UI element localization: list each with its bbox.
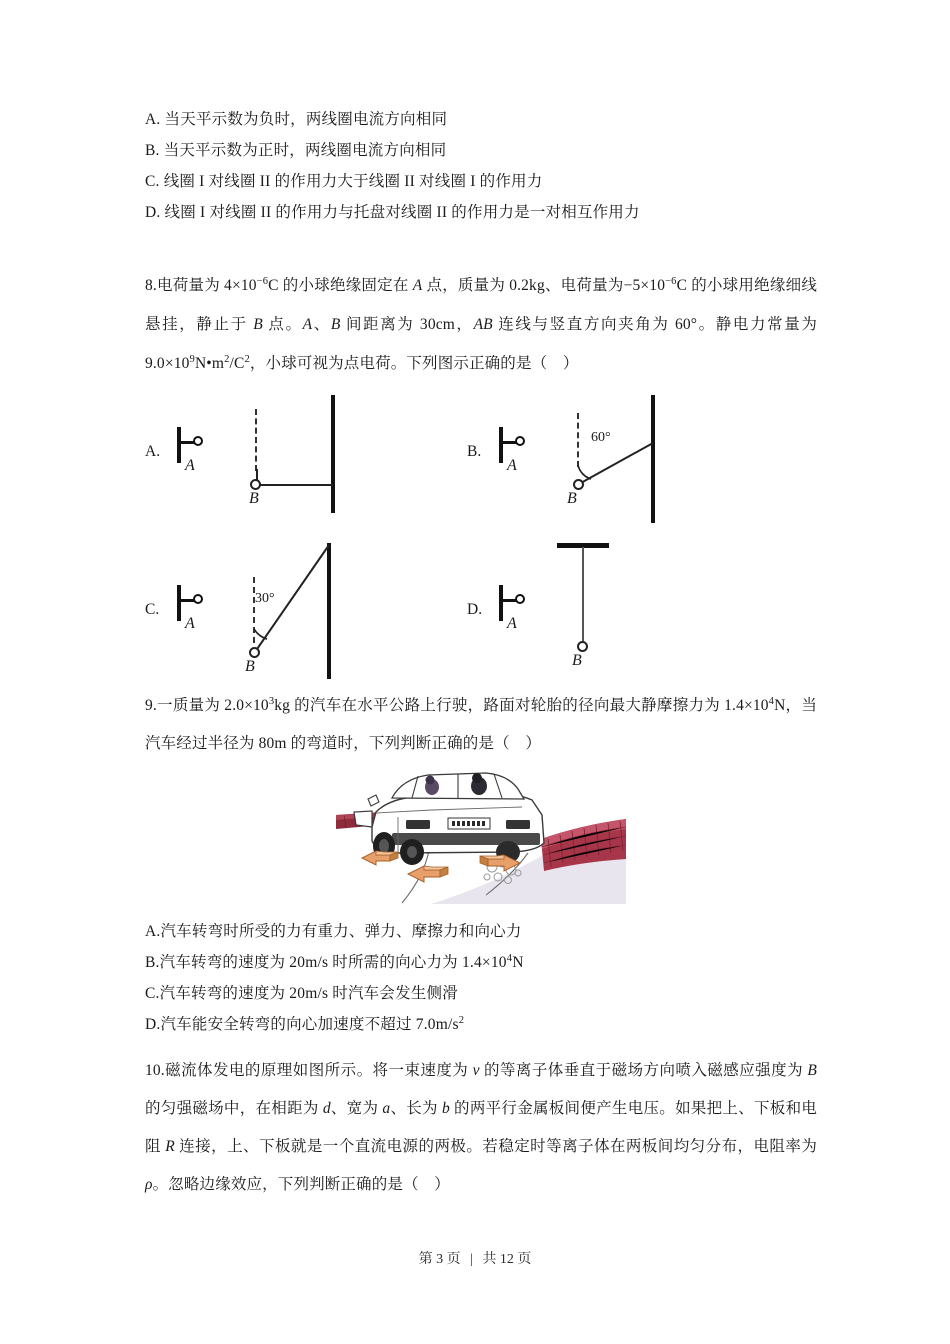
q8-text-7: 间距离为 30cm， — [340, 316, 474, 333]
spacer — [145, 904, 817, 916]
q8-option-d-point-a-label: A — [507, 615, 517, 632]
q8-exp-3: 9 — [189, 353, 195, 365]
q10-var-v: v — [472, 1062, 480, 1079]
q8-option-a-point-b-label: B — [249, 490, 259, 507]
q10-text-7: 连接，上、下板就是一个直流电源的两极。若稳定时等离子体在两板间均匀分布，电阻率为 — [174, 1138, 817, 1155]
spacer — [145, 228, 817, 266]
question9-stem — [145, 687, 817, 763]
q8-text-11: ，小球可视为点电荷。下列图示正确的是（ ） — [249, 355, 579, 372]
question9-option-c — [145, 978, 817, 1009]
q9b-suffix: N — [512, 954, 524, 971]
question9-options-group — [145, 916, 817, 1040]
q10-text-1: 磁流体发电的原理如图所示。将一束速度为 — [164, 1062, 473, 1079]
q9d-text: 汽车能安全转弯的向心加速度不超过 7.0m/s — [160, 1016, 459, 1033]
q8-text-6: 、 — [312, 316, 331, 333]
q8-option-a-wall — [331, 395, 335, 513]
force-arrow-2 — [408, 866, 448, 882]
q9a-prefix: A. — [145, 923, 161, 940]
q9-text-3: N，当汽车经过半径为 80m 的弯道时，下列判断正确的是（ ） — [145, 697, 817, 752]
question8-diagram-figure — [145, 387, 817, 687]
q8-diagram-option-d — [467, 539, 767, 684]
q10-var-rho: ρ — [145, 1176, 153, 1193]
question9-car-illustration — [336, 767, 626, 904]
q10-var-R: R — [165, 1138, 175, 1155]
q9-text-2: kg 的汽车在水平公路上行驶，路面对轮胎的径向最大静摩擦力为 1.4×10 — [274, 697, 769, 714]
footer-total-prefix: 共 — [482, 1252, 497, 1267]
q8-text-8: 连线与竖直方向夹角为 60°。静电力常量为 9.0×10 — [145, 316, 818, 372]
q9b-exp: 4 — [506, 952, 513, 964]
q8-text-5: 点。 — [262, 316, 303, 333]
q8-option-c-string-svg — [145, 539, 445, 689]
q9d-exp: 2 — [458, 1014, 465, 1026]
question7-option-d: D. 线圈 I 对线圈 II 的作用力与托盘对线圈 II 的作用力是一对相互作用力 — [145, 204, 640, 221]
q8-option-a-point-a-label: A — [185, 457, 195, 474]
q8-option-d-string — [582, 547, 584, 643]
charge-ball-icon — [515, 594, 525, 604]
q10-text-4: 、宽为 — [330, 1100, 383, 1117]
q8-exp-1: −6 — [256, 275, 269, 287]
wall-stub-icon — [177, 427, 181, 463]
q8-option-c-label: C. — [145, 601, 160, 618]
q8-option-b-ball-b — [573, 479, 584, 490]
q8-option-a-ball-b — [250, 479, 261, 490]
question7-option-c: C. 线圈 I 对线圈 II 的作用力大于线圈 II 对线圈 I 的作用力 — [145, 173, 543, 190]
charge-ball-icon — [193, 436, 203, 446]
question7-options-group — [145, 104, 817, 228]
tail-light-left — [406, 820, 430, 829]
question8-number: 8. — [145, 277, 157, 294]
q9-exp-2: 4 — [768, 695, 775, 707]
q8-option-b-string-svg — [467, 395, 767, 540]
question9-number: 9. — [145, 697, 157, 714]
q8-text-4: C 的小球用绝缘细线悬挂，静止于 — [145, 277, 817, 333]
question10-stem — [145, 1052, 817, 1204]
q8-text-9: N•m — [194, 355, 225, 372]
q10-var-d: d — [322, 1100, 331, 1117]
q9a-text: 汽车转弯时所受的力有重力、弹力、摩擦力和向心力 — [160, 923, 522, 940]
q8-text-10: /C — [229, 355, 245, 372]
q8-option-b-angle-label: 60° — [591, 430, 611, 445]
q8-option-b-label: B. — [467, 443, 482, 460]
footer-page-unit: 页 — [446, 1252, 461, 1267]
q8-option-a-vertical-reference — [255, 409, 257, 471]
q8-diagram-option-c — [145, 539, 445, 684]
q8-option-b-point-b-label: B — [567, 490, 577, 507]
q8-option-c-angle-label: 30° — [255, 591, 275, 606]
question9-option-a — [145, 916, 817, 947]
q10-var-B: B — [807, 1062, 817, 1079]
q10-text-6: 的两平行金属板间便产生电压。如果把上、下板和电阻 — [145, 1100, 818, 1155]
q8-var-A: A — [412, 277, 423, 294]
q10-var-a: a — [382, 1100, 391, 1117]
q8-option-c-point-b-label: B — [245, 658, 255, 675]
car-illustration-svg — [336, 767, 626, 904]
q8-diagram-option-a — [145, 395, 445, 540]
q10-text-2: 的等离子体垂直于磁场方向喷入磁感应强度为 — [479, 1062, 808, 1079]
question7-option-a: A. 当天平示数为负时，两线圈电流方向相同 — [145, 111, 448, 128]
q8-var-A2: A — [302, 316, 313, 333]
q9b-prefix: B. — [145, 954, 160, 971]
q8-diagram-option-b — [467, 395, 767, 540]
question8-stem — [145, 266, 817, 383]
page-footer — [0, 1248, 950, 1268]
q8-exp-4: 2 — [224, 353, 230, 365]
q9d-prefix: D. — [145, 1016, 161, 1033]
question7-option-b: B. 当天平示数为正时，两线圈电流方向相同 — [145, 142, 447, 159]
q9-exp-1: 3 — [268, 695, 275, 707]
q8-text-1: 电荷量为 4×10 — [156, 277, 257, 294]
question10-number: 10. — [145, 1062, 165, 1079]
q10-var-b: b — [441, 1100, 450, 1117]
force-arrow-1 — [362, 851, 398, 865]
q8-var-AB: AB — [473, 316, 493, 333]
q8-option-d-ball-b — [577, 641, 588, 652]
q8-option-d-label: D. — [467, 601, 483, 618]
q9c-prefix: C. — [145, 985, 160, 1002]
footer-page-prefix: 第 — [418, 1252, 433, 1267]
q8-exp-5: 2 — [244, 353, 250, 365]
wall-stub-icon — [499, 585, 503, 621]
q8-option-c-ball-b — [249, 647, 260, 658]
q9-text-1: 一质量为 2.0×10 — [156, 697, 269, 714]
tail-light-right — [506, 820, 530, 829]
q10-text-5: 、长为 — [390, 1100, 442, 1117]
footer-page-number: 3 — [436, 1252, 444, 1267]
q8-option-b-point-a-label: A — [507, 457, 517, 474]
question9-option-b — [145, 947, 817, 978]
q9b-text: 汽车转弯的速度为 20m/s 时所需的向心力为 1.4×10 — [159, 954, 507, 971]
q10-text-3: 的匀强磁场中，在相距为 — [145, 1100, 323, 1117]
q8-text-3: 点，质量为 0.2kg、电荷量为−5×10 — [422, 277, 666, 294]
page-content — [145, 104, 817, 1204]
q8-option-d-point-b-label: B — [572, 652, 582, 669]
footer-total-pages: 12 — [499, 1252, 514, 1267]
question9-option-d — [145, 1009, 817, 1040]
q8-exp-2: −6 — [665, 275, 677, 287]
footer-separator: | — [470, 1252, 473, 1267]
q8-text-2: C 的小球绝缘固定在 — [268, 277, 413, 294]
q9c-text: 汽车转弯的速度为 20m/s 时汽车会发生侧滑 — [159, 985, 458, 1002]
q8-option-c-point-a-label: A — [185, 615, 195, 632]
q8-option-a-label: A. — [145, 443, 161, 460]
q8-var-B: B — [253, 316, 263, 333]
spacer — [145, 1040, 817, 1052]
q8-var-B2: B — [330, 316, 341, 333]
side-mirror — [368, 795, 379, 806]
footer-total-unit: 页 — [517, 1252, 532, 1267]
q10-text-8: 。忽略边缘效应，下列判断正确的是（ ） — [152, 1176, 450, 1193]
